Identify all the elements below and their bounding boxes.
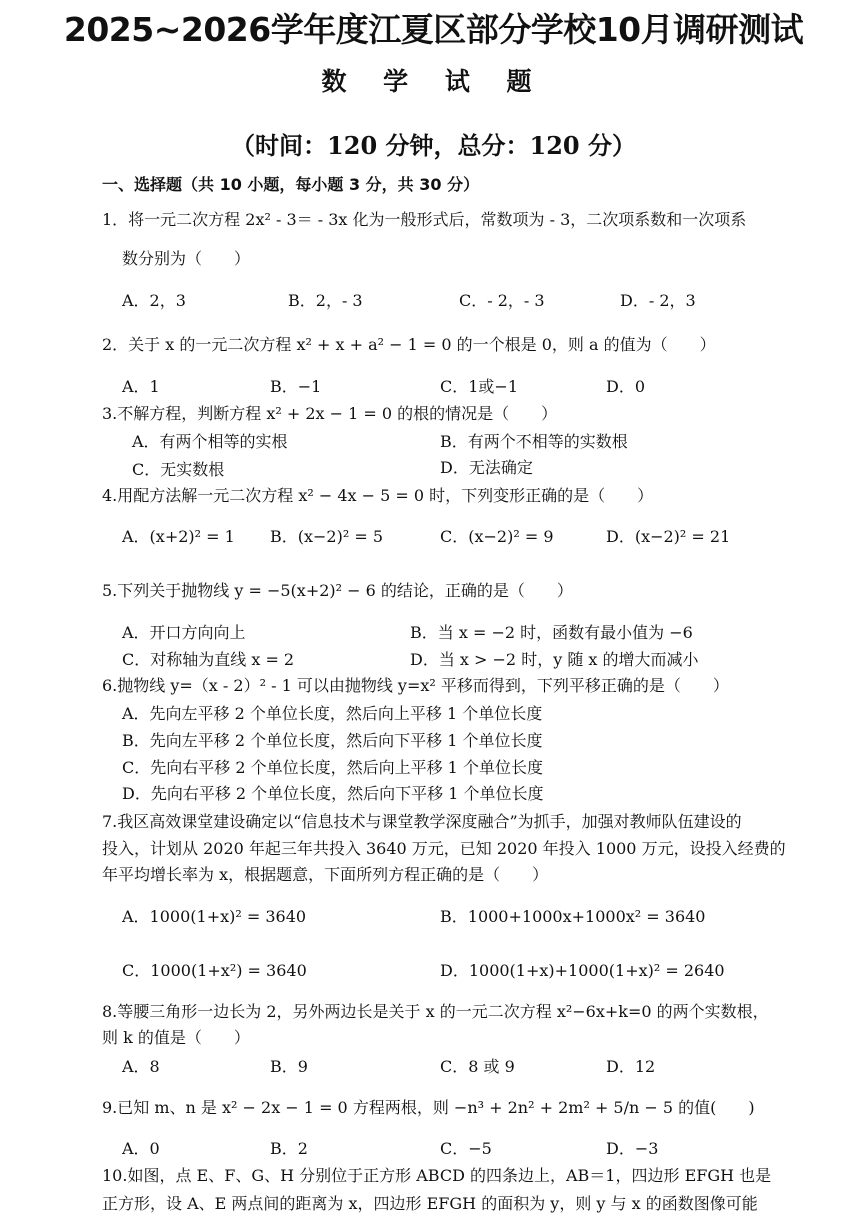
q7-option-c: C．1000(1+x²) = 3640 [122, 961, 307, 980]
q8-option-a: A．8 [122, 1057, 160, 1076]
q9-text: 9.已知 m、n 是 x² − 2x − 1 = 0 方程两根，则 −n³ + 2n² + 2m² + 5/n − 5 的值( ) [102, 1098, 755, 1117]
q8-option-c: C．8 或 9 [440, 1057, 515, 1076]
q7-text-line3: 年平均增长率为 x，根据题意，下面所列方程正确的是（ ） [102, 865, 549, 884]
q3-option-a: A．有两个相等的实根 [132, 432, 288, 451]
q9-option-a: A．0 [122, 1139, 160, 1158]
q5-option-d: D．当 x > −2 时，y 随 x 的增大而减小 [410, 650, 699, 669]
time-info: （时间：120 分钟，总分：120 分） [231, 131, 636, 160]
q7-text-line2: 投入，计划从 2020 年起三年共投入 3640 万元，已知 2020 年投入 1000 万元，设投入经费的 [102, 839, 786, 858]
q1-option-b: B．2，- 3 [288, 291, 363, 310]
q9-option-b: B．2 [270, 1139, 308, 1158]
q1-option-c: C．- 2，- 3 [459, 291, 545, 310]
q9-option-d: D．−3 [606, 1139, 659, 1158]
q1-option-a: A．2，3 [122, 291, 186, 310]
q5-option-b: B．当 x = −2 时，函数有最小值为 −6 [410, 623, 693, 642]
q10-text-line1: 10.如图，点 E、F、G、H 分别位于正方形 ABCD 的四条边上，AB＝1，四边形 EFGH 也是 [102, 1166, 772, 1185]
q2-option-a: A．1 [122, 377, 160, 396]
q1-text-line2: 数分别为（ ） [122, 249, 251, 268]
q4-option-b: B．(x−2)² = 5 [270, 527, 384, 546]
q6-option-a: A．先向左平移 2 个单位长度，然后向上平移 1 个单位长度 [122, 704, 543, 723]
q7-option-b: B．1000+1000x+1000x² = 3640 [440, 907, 706, 926]
q2-option-c: C．1或−1 [440, 377, 519, 396]
q2-option-d: D．0 [606, 377, 646, 396]
q5-option-c: C．对称轴为直线 x = 2 [122, 650, 295, 669]
q8-text-line1: 8.等腰三角形一边长为 2，另外两边长是关于 x 的一元二次方程 x²−6x+k=0 的两个实数根， [102, 1002, 769, 1021]
q7-text-line1: 7.我区高效课堂建设确定以“信息技术与课堂教学深度融合”为抓手，加强对教师队伍建设的 [102, 812, 742, 831]
q6-option-d: D．先向右平移 2 个单位长度，然后向下平移 1 个单位长度 [122, 784, 544, 803]
q1-option-d: D．- 2，3 [620, 291, 696, 310]
section-heading: 一、选择题（共 10 小题，每小题 3 分，共 30 分） [102, 175, 480, 194]
q4-option-a: A．(x+2)² = 1 [122, 527, 235, 546]
q1-text-line1: 1．将一元二次方程 2x² - 3＝ - 3x 化为一般形式后，常数项为 - 3，二次项系数和一次项系 [102, 210, 747, 229]
q2-text: 2．关于 x 的一元二次方程 x² + x + a² − 1 = 0 的一个根是 0，则 a 的值为（ ） [102, 335, 716, 354]
q4-option-c: C．(x−2)² = 9 [440, 527, 554, 546]
exam-subtitle: 数 学 试 题 [321, 67, 546, 96]
q4-option-d: D．(x−2)² = 21 [606, 527, 731, 546]
q6-option-b: B．先向左平移 2 个单位长度，然后向下平移 1 个单位长度 [122, 731, 543, 750]
q5-text: 5.下列关于抛物线 y = −5(x+2)² − 6 的结论，正确的是（ ） [102, 581, 573, 600]
q5-option-a: A．开口方向向上 [122, 623, 246, 642]
q3-option-c: C．无实数根 [132, 460, 225, 479]
q6-option-c: C．先向右平移 2 个单位长度，然后向上平移 1 个单位长度 [122, 758, 543, 777]
q7-option-d: D．1000(1+x)+1000(1+x)² = 2640 [440, 961, 725, 980]
q8-option-d: D．12 [606, 1057, 656, 1076]
q3-option-b: B．有两个不相等的实数根 [440, 432, 628, 451]
q3-text: 3.不解方程，判断方程 x² + 2x − 1 = 0 的根的情况是（ ） [102, 404, 558, 423]
q4-text: 4.用配方法解一元二次方程 x² − 4x − 5 = 0 时，下列变形正确的是（ ） [102, 486, 654, 505]
exam-title: 2025~2026学年度江夏区部分学校10月调研测试 [63, 10, 804, 49]
q6-text: 6.抛物线 y=（x - 2）² - 1 可以由抛物线 y=x² 平移而得到，下列平移正确的是（ ） [102, 676, 729, 695]
q8-option-b: B．9 [270, 1057, 308, 1076]
q8-text-line2: 则 k 的值是（ ） [102, 1028, 250, 1047]
q7-option-a: A．1000(1+x)² = 3640 [122, 907, 307, 926]
q10-text-line2: 正方形，设 A、E 两点间的距离为 x，四边形 EFGH 的面积为 y，则 y 与 x 的函数图像可能 [102, 1194, 758, 1213]
q3-option-d: D．无法确定 [440, 458, 533, 477]
q2-option-b: B．−1 [270, 377, 322, 396]
q9-option-c: C．−5 [440, 1139, 492, 1158]
